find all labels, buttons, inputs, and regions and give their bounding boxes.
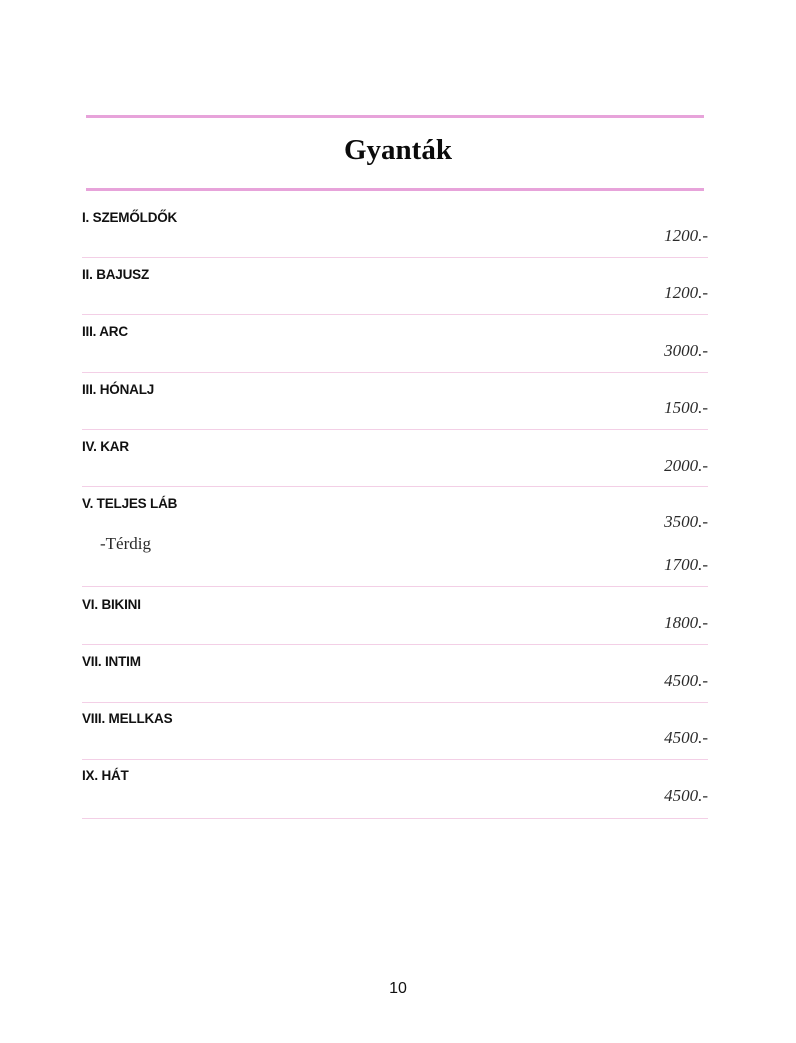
list-item xyxy=(82,768,708,819)
item-name: VI. BIKINI xyxy=(82,597,141,612)
item-price: 4500.- xyxy=(664,671,708,690)
item-sub-price: 1700.- xyxy=(664,555,708,574)
item-price: 1800.- xyxy=(664,613,708,632)
list-item xyxy=(82,711,708,760)
title-bottom-rule xyxy=(86,188,704,191)
item-name: V. TELJES LÁB xyxy=(82,496,178,511)
item-price: 1500.- xyxy=(664,398,708,417)
list-item xyxy=(82,382,708,430)
item-price: 1200.- xyxy=(664,226,708,245)
page-title: Gyanták xyxy=(344,134,452,166)
item-name: I. SZEMŐLDŐK xyxy=(82,210,178,225)
item-name: VII. INTIM xyxy=(82,654,141,669)
item-name: III. ARC xyxy=(82,324,128,339)
list-item xyxy=(82,210,708,258)
item-price: 1200.- xyxy=(664,283,708,302)
item-price: 2000.- xyxy=(664,456,708,475)
list-item xyxy=(82,496,708,587)
list-item xyxy=(82,439,708,487)
item-price: 4500.- xyxy=(664,728,708,747)
list-item xyxy=(82,654,708,703)
list-item xyxy=(82,324,708,373)
item-name: VIII. MELLKAS xyxy=(82,711,173,726)
list-item xyxy=(82,267,708,315)
list-item xyxy=(82,597,708,645)
item-name: IV. KAR xyxy=(82,439,129,454)
item-price: 3500.- xyxy=(664,512,708,531)
item-name: III. HÓNALJ xyxy=(82,382,155,397)
item-name: IX. HÁT xyxy=(82,768,129,783)
item-price: 3000.- xyxy=(664,341,708,360)
item-sub-label: -Térdig xyxy=(100,534,151,553)
item-name: II. BAJUSZ xyxy=(82,267,150,282)
item-price: 4500.- xyxy=(664,786,708,805)
page-number: 10 xyxy=(389,980,407,997)
title-top-rule xyxy=(86,115,704,118)
